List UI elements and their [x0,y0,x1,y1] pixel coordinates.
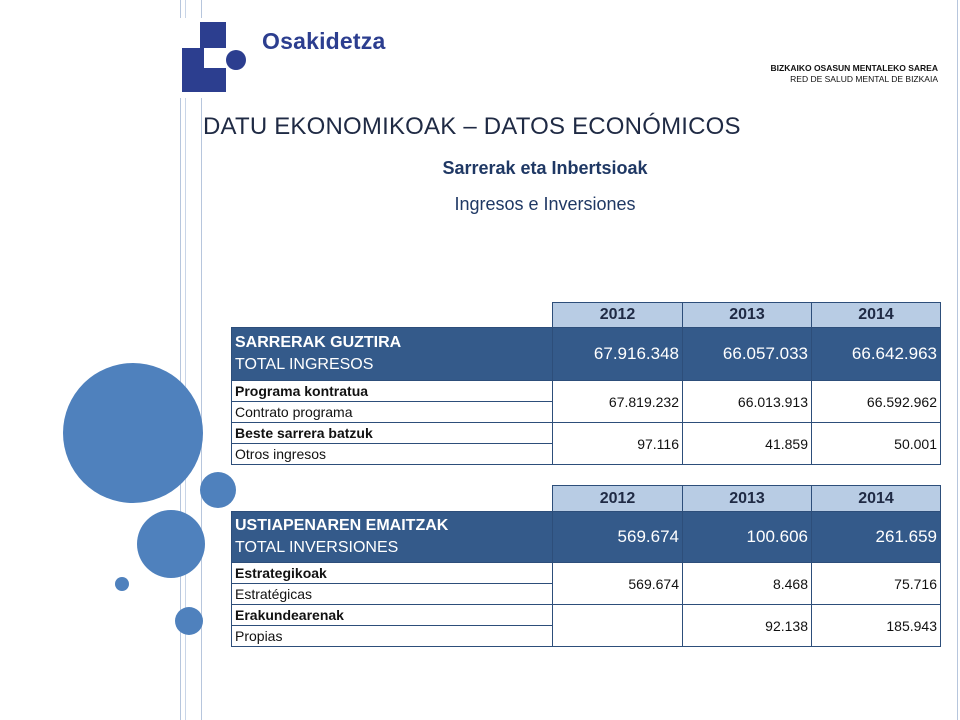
total-label-spanish: TOTAL INVERSIONES [235,539,399,556]
row-label-basque: Programa kontratua [232,381,553,402]
subtitle-spanish: Ingresos e Inversiones [454,194,636,214]
year-header: 2013 [683,303,812,328]
table-cell: 92.138 [683,605,812,647]
table-cell: 50.001 [812,423,941,465]
table-cell: 66.013.913 [683,381,812,423]
row-label-basque: Beste sarrera batzuk [232,423,553,444]
year-header: 2012 [553,303,683,328]
total-label-spanish: TOTAL INGRESOS [235,356,374,373]
income-table [231,302,941,465]
org-name-basque: BIZKAIKO OSASUN MENTALEKO SAREA [770,63,938,73]
total-label-basque: SARRERAK GUZTIRA [235,334,402,351]
brand-name: Osakidetza [262,28,386,54]
subtitle-basque: Sarrerak eta Inbertsioak [442,158,648,178]
row-label-spanish: Otros ingresos [232,444,553,465]
decor-circle-small-2 [175,607,203,635]
table-cell: 41.859 [683,423,812,465]
row-label-spanish: Estratégicas [232,584,553,605]
table-cell: 8.468 [683,563,812,605]
org-name-spanish: RED DE SALUD MENTAL DE BIZKAIA [790,74,938,84]
decor-circle-large [63,363,203,503]
page-title: DATU EKONOMIKOAK – DATOS ECONÓMICOS [203,113,741,140]
total-label-basque: USTIAPENAREN EMAITZAK [235,517,449,534]
table-cell: 185.943 [812,605,941,647]
row-label-spanish: Propias [232,626,553,647]
total-value: 66.057.033 [683,328,812,381]
decor-line-4 [957,0,958,720]
decor-circle-medium [137,510,205,578]
table-cell [553,605,683,647]
total-income-label [232,328,553,381]
table-corner [232,486,553,512]
table-cell: 75.716 [812,563,941,605]
row-label-spanish: Contrato programa [232,402,553,423]
total-value: 569.674 [553,512,683,563]
total-value: 261.659 [812,512,941,563]
decor-circle-tiny [115,577,129,591]
table-cell: 67.819.232 [553,381,683,423]
year-header: 2014 [812,303,941,328]
total-value: 67.916.348 [553,328,683,381]
row-label-basque: Estrategikoak [232,563,553,584]
year-header: 2014 [812,486,941,512]
table-cell: 569.674 [553,563,683,605]
total-value: 100.606 [683,512,812,563]
row-label-basque: Erakundearenak [232,605,553,626]
total-investment-label [232,512,553,563]
organization-name [771,63,939,85]
investment-table [231,485,941,647]
year-header: 2012 [553,486,683,512]
table-cell: 97.116 [553,423,683,465]
table-corner [232,303,553,328]
total-value: 66.642.963 [812,328,941,381]
table-cell: 66.592.962 [812,381,941,423]
year-header: 2013 [683,486,812,512]
decor-line-3 [201,0,202,720]
